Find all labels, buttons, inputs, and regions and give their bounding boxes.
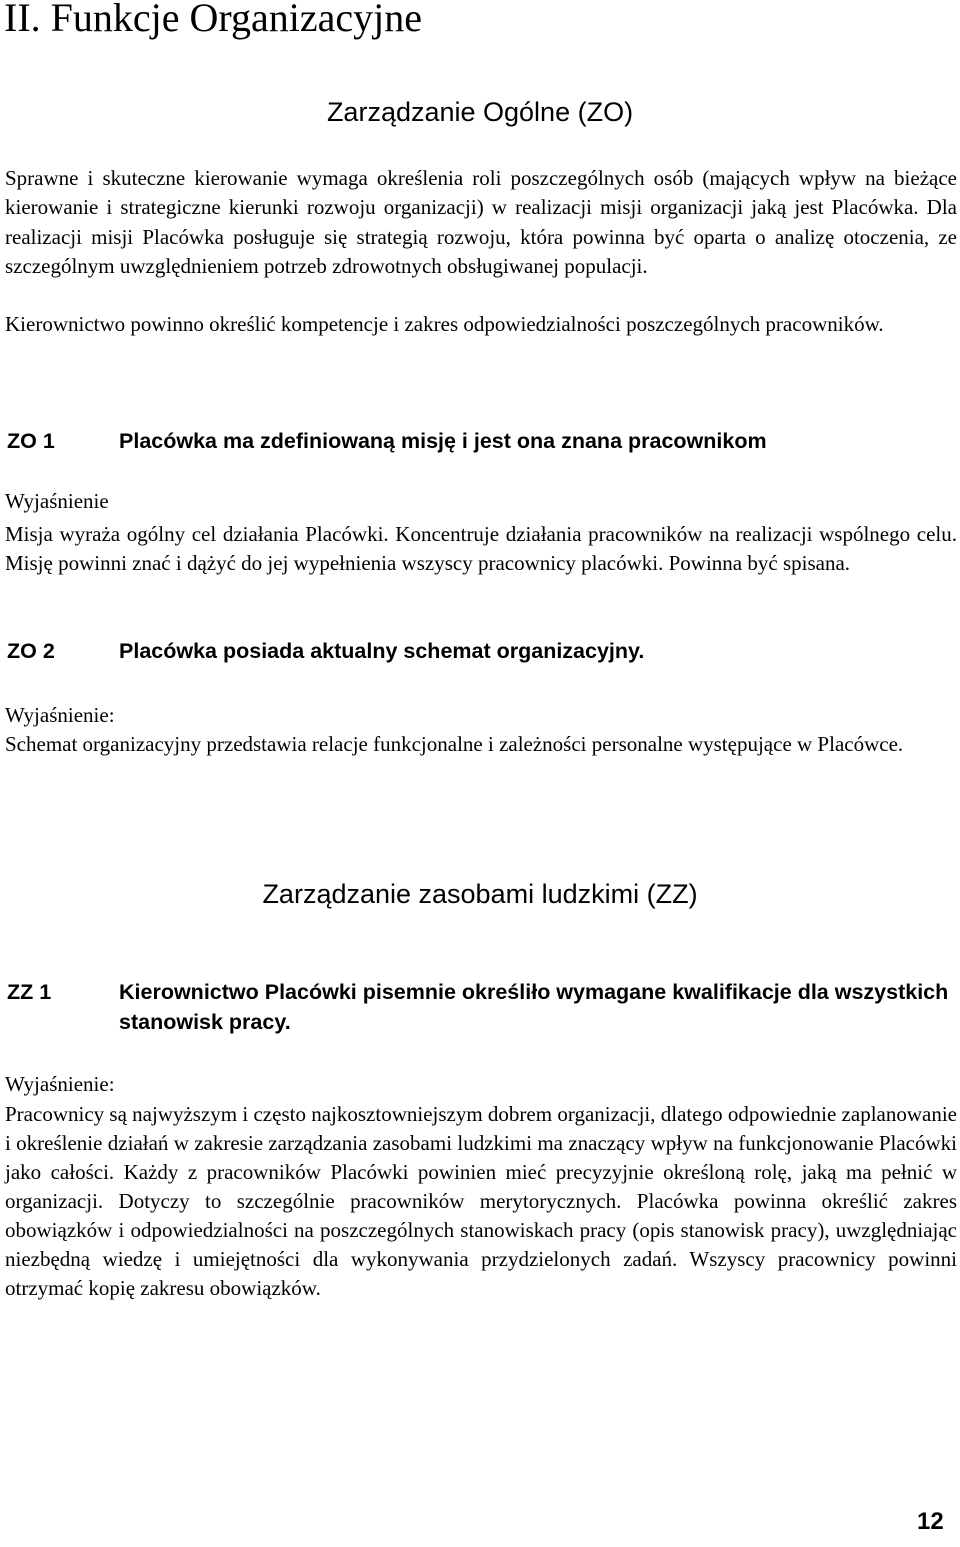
intro-paragraph: Sprawne i skuteczne kierowanie wymaga określenia roli poszczególnych osób (mających wpływ na bieżące kierowanie i strategiczne kierunki rozwoju organizacji) w realizacji misji organizacji jaką jest Placówka. Dla realizacji misji Placówka posługuje się strategią rozwoju, która powinna być oparta o analizę otoczenia, ze szczególnym uwzględnieniem potrzeb zdrowotnych obsługiwanej populacji.: [5, 166, 957, 278]
explanation-label-zz1: Wyjaśnienie:: [5, 1072, 115, 1096]
explanation-text-zo1: Misja wyraża ogólny cel działania Placówki. Koncentruje działania pracowników na realizacji wspólnego celu. Misję powinni znać i dążyć do jej wypełnienia wszyscy pracownicy placówki. Powinna być spisana.: [5, 522, 957, 575]
standard-title-zz1: Kierownictwo Placówki pisemnie określiło wymagane kwalifikacje dla wszystkich stanowisk pracy.: [119, 980, 949, 1034]
standard-code-zo1: ZO 1: [7, 429, 55, 453]
section-title-zz: Zarządzanie zasobami ludzkimi (ZZ): [262, 879, 698, 909]
explanation-label-zo1: Wyjaśnienie: [5, 489, 109, 513]
section-title-zo: Zarządzanie Ogólne (ZO): [326, 97, 634, 127]
explanation-text-zo2: Schemat organizacyjny przedstawia relacje funkcjonalne i zależności personalne występujące w Placówce.: [5, 732, 904, 756]
standard-code-zo2: ZO 2: [7, 639, 55, 663]
explanation-label-zo2: Wyjaśnienie:: [5, 703, 115, 727]
page-number: 12: [917, 1508, 944, 1535]
standard-code-zz1: ZZ 1: [7, 980, 52, 1004]
chapter-title: II. Funkcje Organizacyjne: [4, 0, 422, 40]
standard-title-zo2: Placówka posiada aktualny schemat organizacyjny.: [119, 639, 645, 663]
intro-paragraph-competence: Kierownictwo powinno określić kompetencje i zakres odpowiedzialności poszczególnych pracowników.: [5, 312, 884, 336]
standard-title-zo1: Placówka ma zdefiniowaną misję i jest ona znana pracownikom: [119, 429, 767, 453]
explanation-text-zz1: Pracownicy są najwyższym i często najkosztowniejszym dobrem organizacji, dlatego odpowiednie zaplanowanie i określenie działań w zakresie zarządzania zasobami ludzkimi ma znaczący wpływ na funkcjonowanie Placówki jako całości. Każdy z pracowników Placówki powinien mieć precyzyjnie określoną rolę, jaką ma pełnić w organizacji. Dotyczy to szczególnie pracowników merytorycznych. Placówka powinna określić zakres obowiązków i odpowiedzialności na poszczególnych stanowiskach pracy (opis stanowisk pracy), uwzględniając niezbędną wiedzę i umiejętności dla wykonywania przydzielonych zadań. Wszyscy pracownicy powinni otrzymać kopię zakresu obowiązków.: [5, 1102, 957, 1300]
